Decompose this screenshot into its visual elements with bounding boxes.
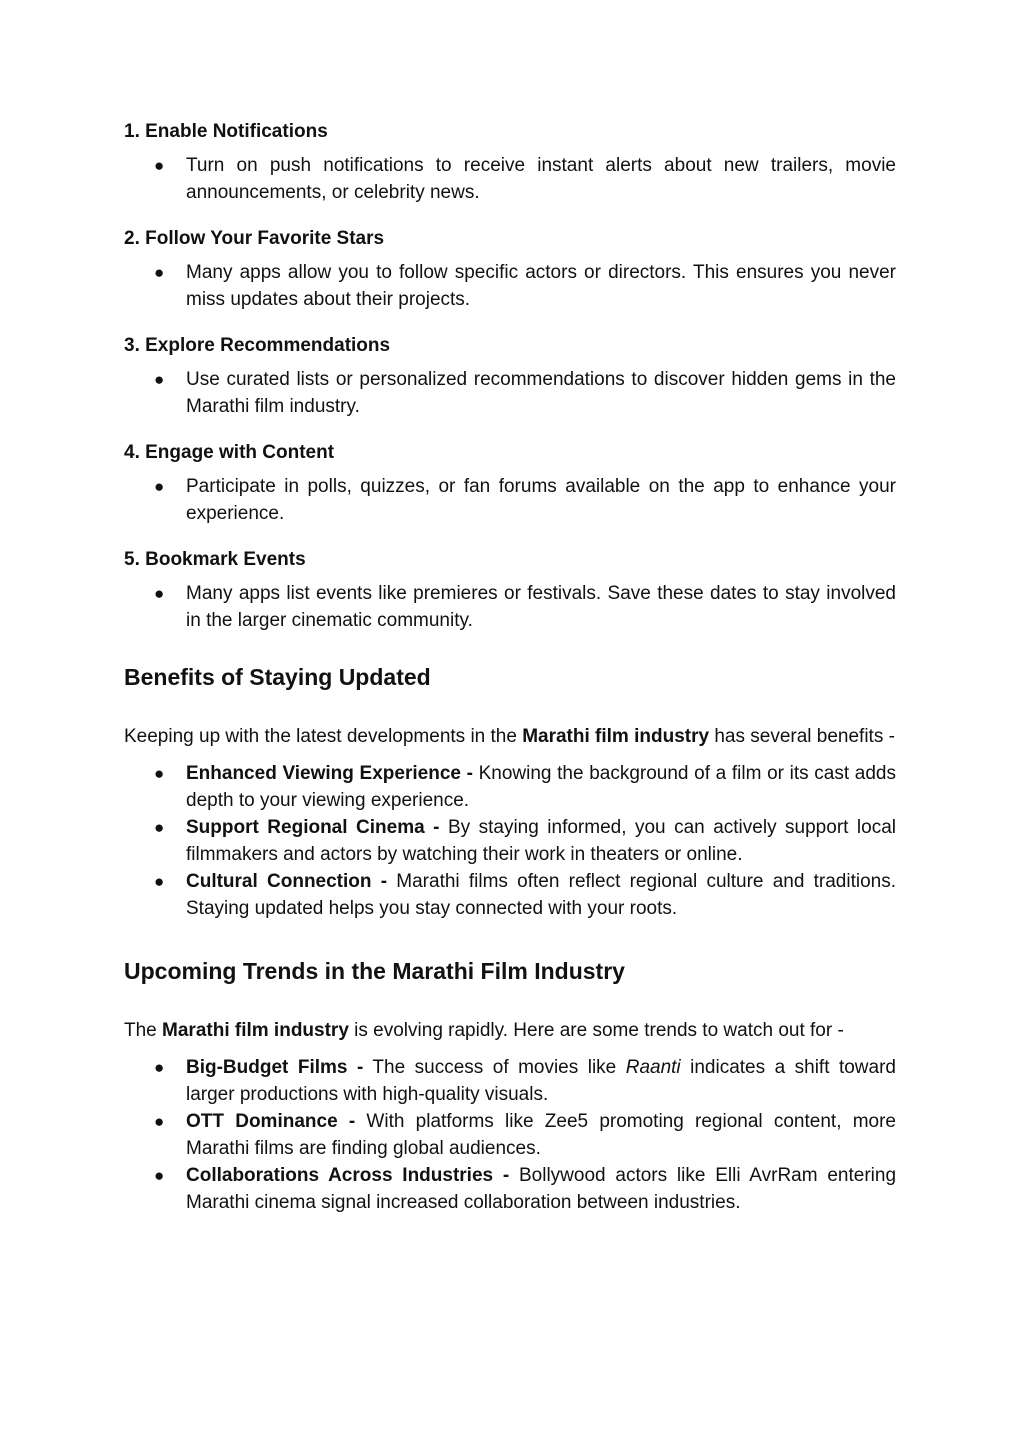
step-bullet-list — [124, 580, 896, 634]
trend-lead: Collaborations Across Industries - — [186, 1165, 510, 1186]
benefit-text: By staying informed, you can actively support local filmmakers and actors by watching their work in theaters or online. — [186, 817, 896, 865]
benefits-list — [124, 760, 896, 922]
bullet-text: Turn on push notifications to receive instant alerts about new trailers, movie announcements, or celebrity news. — [186, 155, 896, 203]
bullet-icon: ● — [154, 764, 165, 783]
step-1 — [124, 118, 896, 206]
bullet-text: Many apps list events like premieres or festivals. Save these dates to stay involved in the larger cinematic community. — [186, 583, 896, 631]
step-title: 3. Explore Recommendations — [124, 335, 391, 356]
benefit-text: Knowing the background of a film or its cast adds depth to your viewing experience. — [186, 763, 896, 811]
trends-intro-tail: is evolving rapidly. Here are some trends to watch out for - — [348, 1020, 844, 1041]
benefits-intro-bold: Marathi film industry — [522, 726, 710, 747]
benefits-intro-text: Keeping up with the latest developments in the — [124, 726, 523, 747]
bullet-icon: ● — [154, 1112, 165, 1131]
trend-lead: OTT Dominance - — [186, 1111, 356, 1132]
trends-heading: Upcoming Trends in the Marathi Film Industry — [124, 958, 625, 984]
bullet-icon: ● — [154, 156, 165, 175]
list-item — [124, 1162, 896, 1216]
trends-list — [124, 1054, 896, 1216]
list-item — [124, 473, 896, 527]
list-item — [124, 366, 896, 420]
trend-text: The success of movies like — [363, 1057, 626, 1078]
step-bullet-list — [124, 366, 896, 420]
list-item — [124, 1054, 896, 1108]
trend-text: Bollywood actors like Elli AvrRam entering Marathi cinema signal increased collaboration between industries. — [186, 1165, 897, 1213]
trends-intro-bold: Marathi film industry — [162, 1020, 349, 1041]
document-content — [124, 118, 896, 1216]
step-4 — [124, 439, 896, 527]
trend-italic: Raanti — [625, 1057, 681, 1078]
step-5 — [124, 546, 896, 634]
benefit-lead: Enhanced Viewing Experience - — [186, 763, 473, 784]
step-title: 1. Enable Notifications — [124, 121, 328, 142]
benefits-intro — [124, 723, 896, 750]
bullet-text: Use curated lists or personalized recommendations to discover hidden gems in the Marathi film industry. — [186, 369, 896, 417]
bullet-icon: ● — [154, 477, 165, 496]
trends-intro — [124, 1017, 896, 1044]
benefit-text: Marathi films often reflect regional culture and traditions. Staying updated helps you stay connected with your roots. — [186, 871, 897, 919]
bullet-icon: ● — [154, 1166, 165, 1185]
trend-text-tail: indicates a shift toward larger productions with high-quality visuals. — [186, 1057, 896, 1105]
bullet-icon: ● — [154, 818, 165, 837]
step-title: 5. Bookmark Events — [124, 549, 306, 570]
trend-text: With platforms like Zee5 promoting regional content, more Marathi films are finding global audiences. — [186, 1111, 896, 1159]
bullet-icon: ● — [154, 584, 165, 603]
step-3 — [124, 332, 896, 420]
list-item — [124, 868, 896, 922]
step-bullet-list — [124, 152, 896, 206]
list-item — [124, 1108, 896, 1162]
step-title: 2. Follow Your Favorite Stars — [124, 228, 385, 249]
list-item — [124, 814, 896, 868]
step-bullet-list — [124, 473, 896, 527]
bullet-text: Participate in polls, quizzes, or fan forums available on the app to enhance your experience. — [186, 476, 896, 524]
list-item — [124, 152, 896, 206]
trends-intro-text: The — [124, 1020, 163, 1041]
step-2 — [124, 225, 896, 313]
benefit-lead: Cultural Connection - — [186, 871, 388, 892]
list-item — [124, 259, 896, 313]
bullet-icon: ● — [154, 263, 165, 282]
benefit-lead: Support Regional Cinema - — [186, 817, 440, 838]
bullet-icon: ● — [154, 370, 165, 389]
bullet-icon: ● — [154, 1058, 165, 1077]
benefits-intro-tail: has several benefits - — [709, 726, 895, 747]
trend-lead: Big-Budget Films - — [186, 1057, 364, 1078]
list-item — [124, 580, 896, 634]
bullet-icon: ● — [154, 872, 165, 891]
bullet-text: Many apps allow you to follow specific actors or directors. This ensures you never miss updates about their projects. — [186, 262, 896, 310]
list-item — [124, 760, 896, 814]
step-title: 4. Engage with Content — [124, 442, 335, 463]
benefits-heading: Benefits of Staying Updated — [124, 664, 431, 690]
step-bullet-list — [124, 259, 896, 313]
